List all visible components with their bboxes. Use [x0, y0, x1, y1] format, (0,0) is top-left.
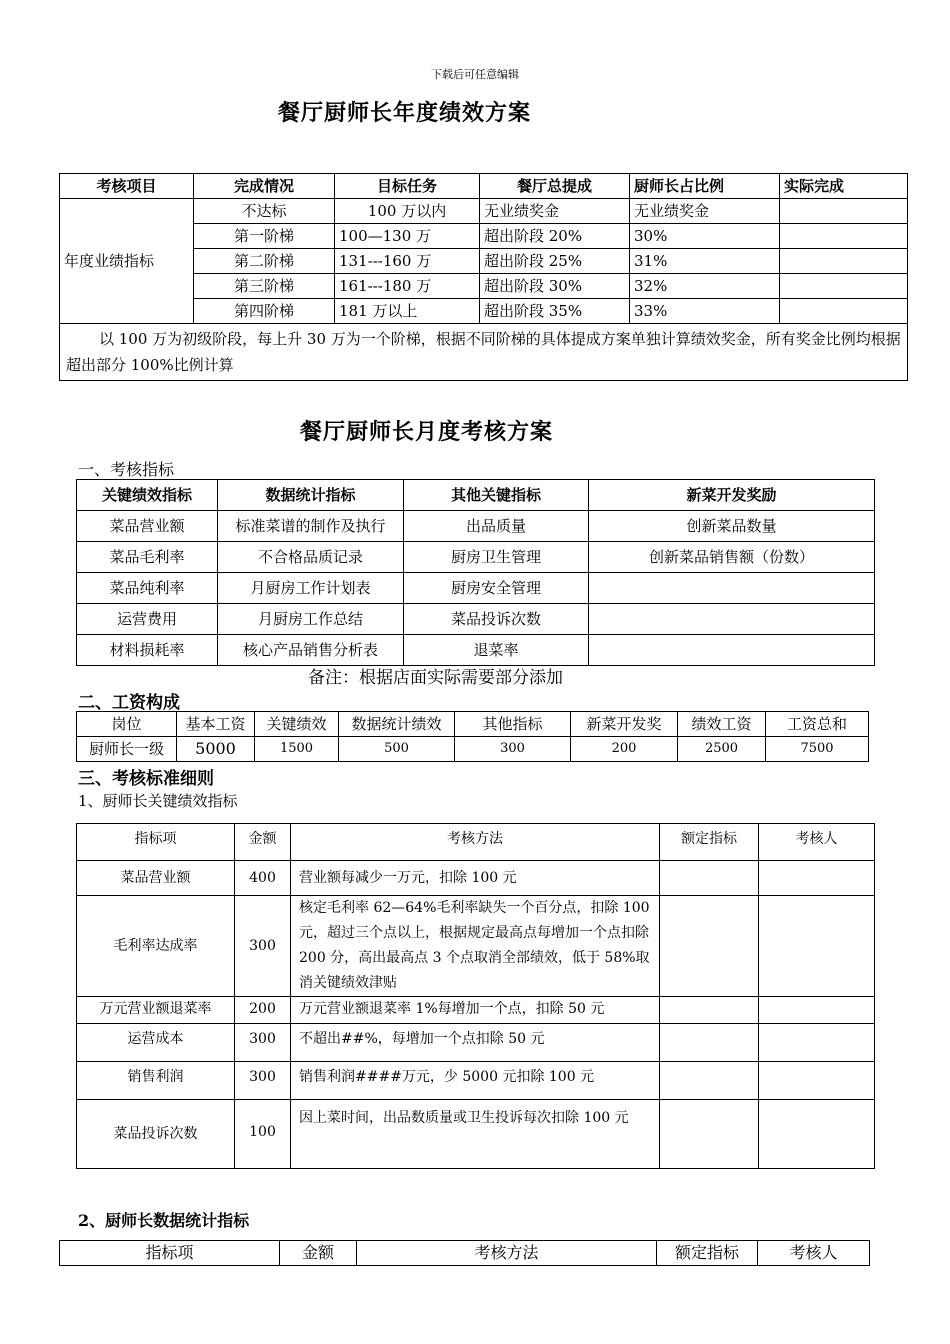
- annual-header-cell: 餐厅总提成: [480, 174, 630, 199]
- table-cell: 33%: [630, 299, 780, 324]
- table-cell: [589, 573, 875, 604]
- table-cell: 200: [571, 737, 678, 762]
- table-cell: 161---180 万: [335, 274, 480, 299]
- table-cell: [780, 199, 908, 224]
- table-cell: 第二阶梯: [194, 249, 335, 274]
- table-cell: 200: [235, 997, 291, 1024]
- table-cell: 材料损耗率: [77, 635, 218, 666]
- table-cell: [780, 249, 908, 274]
- salary-header-cell: 其他指标: [455, 712, 571, 737]
- section-heading: 一、考核指标: [78, 460, 175, 479]
- table-cell: [660, 896, 759, 997]
- annual-header-cell: 厨师长占比例: [630, 174, 780, 199]
- table-cell: [660, 861, 759, 896]
- table-cell: [759, 896, 875, 997]
- table-row: [77, 1062, 875, 1100]
- data-stats-header-cell: 考核人: [758, 1241, 870, 1266]
- table-cell: 超出阶段 35%: [480, 299, 630, 324]
- table-cell: 菜品投诉次数: [77, 1100, 235, 1169]
- table-cell: [660, 1100, 759, 1169]
- table-cell: 菜品营业额: [77, 511, 218, 542]
- salary-header-cell: 基本工资: [177, 712, 255, 737]
- table-cell: [660, 1062, 759, 1100]
- section-heading: 二、工资构成: [78, 693, 180, 713]
- table-cell: 32%: [630, 274, 780, 299]
- subsection-heading: 2、厨师长数据统计指标: [78, 1211, 250, 1230]
- table-cell: 1500: [255, 737, 339, 762]
- table-cell: 131---160 万: [335, 249, 480, 274]
- table-row: [77, 604, 875, 635]
- data-stats-table: [59, 1240, 870, 1266]
- annual-header-cell: 完成情况: [194, 174, 335, 199]
- table-row: [77, 573, 875, 604]
- table-cell: 运营成本: [77, 1024, 235, 1062]
- header-note: 下载后可任意编辑: [431, 68, 519, 81]
- table-cell: 7500: [766, 737, 869, 762]
- annual-header-cell: 考核项目: [60, 174, 194, 199]
- table-row: [77, 737, 869, 762]
- table-cell: [660, 997, 759, 1024]
- table-cell: 核心产品销售分析表: [218, 635, 404, 666]
- monthly-title: 餐厅厨师长月度考核方案: [300, 419, 554, 445]
- table-cell: 超出阶段 20%: [480, 224, 630, 249]
- table-cell: 运营费用: [77, 604, 218, 635]
- salary-header-cell: 数据统计绩效: [339, 712, 455, 737]
- kpi-header-cell: 其他关键指标: [404, 480, 589, 511]
- annual-header-cell: 目标任务: [335, 174, 480, 199]
- table-cell: 第三阶梯: [194, 274, 335, 299]
- table-row: [77, 1100, 875, 1169]
- table-cell: 标准菜谱的制作及执行: [218, 511, 404, 542]
- table-cell: 退菜率: [404, 635, 589, 666]
- table-cell: 核定毛利率 62—64%毛利率缺失一个百分点，扣除 100 元，超过三个点以上，根据规定最高点每增加一个点扣除 200 分，高出最高点 3 个点取消全部绩效，低于 58%取消关键绩效津贴: [291, 896, 660, 997]
- table-cell: [759, 1062, 875, 1100]
- table-cell: 5000: [177, 737, 255, 762]
- table-cell: [660, 1024, 759, 1062]
- salary-header-cell: 岗位: [77, 712, 177, 737]
- table-cell: 销售利润: [77, 1062, 235, 1100]
- data-stats-header-cell: 考核方法: [357, 1241, 657, 1266]
- annual-header-cell: 实际完成: [780, 174, 908, 199]
- table-cell: 500: [339, 737, 455, 762]
- table-cell: 300: [455, 737, 571, 762]
- table-row: [60, 199, 908, 224]
- table-cell: 400: [235, 861, 291, 896]
- criteria-header-cell: 额定指标: [660, 824, 759, 861]
- criteria-header-cell: 考核方法: [291, 824, 660, 861]
- data-stats-header-cell: 金额: [280, 1241, 357, 1266]
- table-cell: 菜品营业额: [77, 861, 235, 896]
- table-cell: [780, 274, 908, 299]
- annual-table: [59, 173, 908, 381]
- annual-header-row: [60, 174, 908, 199]
- table-cell: 不达标: [194, 199, 335, 224]
- table-cell: 31%: [630, 249, 780, 274]
- criteria-header-cell: 金额: [235, 824, 291, 861]
- salary-header-cell: 新菜开发奖: [571, 712, 678, 737]
- table-cell: [780, 299, 908, 324]
- table-cell: 菜品投诉次数: [404, 604, 589, 635]
- table-cell: 销售利润####万元，少 5000 元扣除 100 元: [291, 1062, 660, 1100]
- criteria-header-cell: 指标项: [77, 824, 235, 861]
- table-cell: 第一阶梯: [194, 224, 335, 249]
- table-cell: 第四阶梯: [194, 299, 335, 324]
- table-cell: 300: [235, 1062, 291, 1100]
- table-cell: 因上菜时间，出品数质量或卫生投诉每次扣除 100 元: [291, 1100, 660, 1169]
- table-cell: [759, 1024, 875, 1062]
- data-stats-header-row: [60, 1241, 870, 1266]
- table-row: [77, 861, 875, 896]
- table-row: [77, 896, 875, 997]
- table-cell: 月厨房工作计划表: [218, 573, 404, 604]
- table-cell: 菜品毛利率: [77, 542, 218, 573]
- salary-table: [76, 711, 869, 762]
- table-cell: [759, 997, 875, 1024]
- criteria-header-row: [77, 824, 875, 861]
- remark: 备注：根据店面实际需要部分添加: [308, 668, 563, 688]
- table-cell: 不合格品质记录: [218, 542, 404, 573]
- table-cell: 厨房卫生管理: [404, 542, 589, 573]
- data-stats-header-cell: 额定指标: [657, 1241, 758, 1266]
- table-cell: 万元营业额退菜率 1%每增加一个点，扣除 50 元: [291, 997, 660, 1024]
- annual-note: 以 100 万为初级阶段，每上升 30 万为一个阶梯，根据不同阶梯的具体提成方案单独计算绩效奖金，所有奖金比例均根据超出部分 100%比例计算: [60, 324, 908, 381]
- table-cell: [759, 1100, 875, 1169]
- kpi-header-cell: 新菜开发奖励: [589, 480, 875, 511]
- table-cell: 超出阶段 25%: [480, 249, 630, 274]
- salary-header-cell: 绩效工资: [678, 712, 766, 737]
- annual-row-label: 年度业绩指标: [60, 199, 194, 324]
- table-cell: 无业绩奖金: [480, 199, 630, 224]
- table-cell: 厨房安全管理: [404, 573, 589, 604]
- table-cell: 超出阶段 30%: [480, 274, 630, 299]
- table-cell: 300: [235, 896, 291, 997]
- table-cell: 300: [235, 1024, 291, 1062]
- table-cell: 厨师长一级: [77, 737, 177, 762]
- table-cell: 2500: [678, 737, 766, 762]
- table-cell: [589, 635, 875, 666]
- table-cell: 创新菜品销售额（份数）: [589, 542, 875, 573]
- table-cell: [759, 861, 875, 896]
- table-cell: 181 万以上: [335, 299, 480, 324]
- annual-note-row: [60, 324, 908, 381]
- table-cell: 毛利率达成率: [77, 896, 235, 997]
- table-cell: 营业额每减少一万元，扣除 100 元: [291, 861, 660, 896]
- table-cell: 无业绩奖金: [630, 199, 780, 224]
- table-cell: 100—130 万: [335, 224, 480, 249]
- table-row: [77, 511, 875, 542]
- table-row: [77, 542, 875, 573]
- subsection-heading: 1、厨师长关键绩效指标: [78, 792, 238, 810]
- data-stats-header-cell: 指标项: [60, 1241, 280, 1266]
- table-cell: 100 万以内: [335, 199, 480, 224]
- table-cell: [780, 224, 908, 249]
- table-cell: 100: [235, 1100, 291, 1169]
- kpi-header-cell: 关键绩效指标: [77, 480, 218, 511]
- table-cell: 万元营业额退菜率: [77, 997, 235, 1024]
- kpi-header-row: [77, 480, 875, 511]
- salary-header-row: [77, 712, 869, 737]
- table-cell: 菜品纯利率: [77, 573, 218, 604]
- table-cell: 月厨房工作总结: [218, 604, 404, 635]
- table-cell: 创新菜品数量: [589, 511, 875, 542]
- table-cell: 不超出##%，每增加一个点扣除 50 元: [291, 1024, 660, 1062]
- table-row: [77, 997, 875, 1024]
- kpi-table: [76, 479, 875, 666]
- kpi-header-cell: 数据统计指标: [218, 480, 404, 511]
- salary-header-cell: 工资总和: [766, 712, 869, 737]
- table-cell: 出品质量: [404, 511, 589, 542]
- table-cell: 30%: [630, 224, 780, 249]
- criteria-header-cell: 考核人: [759, 824, 875, 861]
- salary-header-cell: 关键绩效: [255, 712, 339, 737]
- table-row: [77, 1024, 875, 1062]
- table-row: [77, 635, 875, 666]
- section-heading: 三、考核标准细则: [78, 769, 214, 789]
- criteria-table: [76, 823, 875, 1169]
- annual-title: 餐厅厨师长年度绩效方案: [278, 100, 532, 126]
- table-cell: [589, 604, 875, 635]
